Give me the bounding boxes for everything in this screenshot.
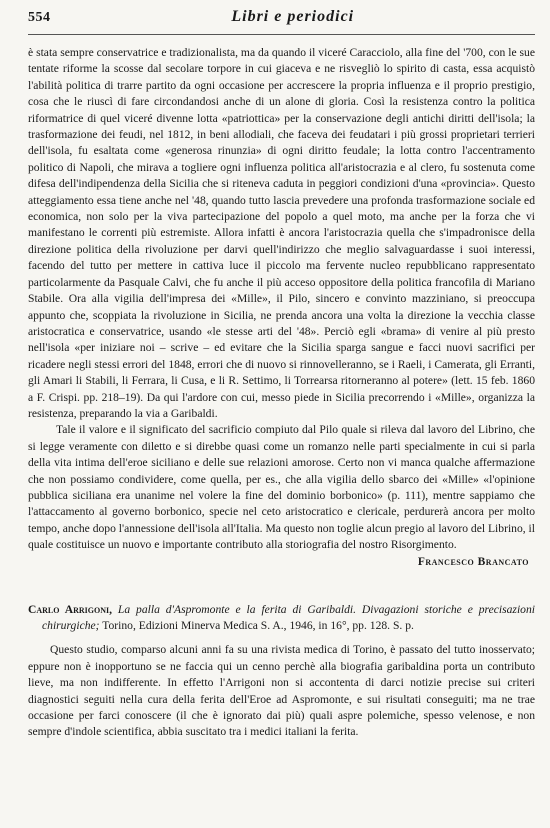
book-page — [28, 8, 535, 741]
running-title: Libri e periodici — [231, 8, 355, 25]
header-rule — [28, 34, 535, 35]
page-header — [28, 8, 535, 32]
review-publication: Torino, Edizioni Minerva Medica S. A., 1946, in 16°, pp. 128. S. p. — [99, 619, 414, 632]
review-body: Questo studio, comparso alcuni anni fa su una rivista medica di Torino, è passato del tutto inosservato; eppure non è inopportuno se ne faccia qui un cenno perchè alla biografia garibaldina porta un contributo lieve, ma non indifferente. In effetto l'Arrigoni non si accontenta di darci notizie precise sui criteri diagnostici seguiti nella cura della ferita dell'Eroe ad Aspromonte, e sui risultati conseguiti; ma ne trae occasione per farci conoscere (il che è ignorato dai più) quali aspre polemiche, spesso velenose, e non sempre d'indole scientifica, abbia suscitato tra i medici italiani la ferita. — [28, 643, 535, 739]
article-paragraph: Tale il valore e il significato del sacrificio compiuto dal Pilo quale si rileva dal lavoro del Librino, che si legge veramente con diletto e si direbbe quasi come un romanzo nelle parti specialmente in cui si parla della vita intima dell'eroe siciliano e delle sue relazioni amorose. Certo non vi manca qualche affermazione che non possiamo condividere, come quella, per es., che alla vigilia dello sbarco dei «Mille» «l'opinione pubblica siciliana era unanime nel volere la fine del dominio borbonico» (p. 111), mentre sappiamo che l'attaccamento al governo borbonico, specie nel ceto aristocratico e clericale, perdurerà ancora per molto tempo, anche dopo l'annessione dell'isola all'Italia. Ma questo non toglie alcun pregio al lavoro del Librino, il quale costituisce un nuovo e importante contributo alla storiografia del nostro Risorgimento. — [28, 423, 535, 552]
review-author: Carlo Arrigoni, — [28, 602, 113, 616]
page-number: 554 — [28, 10, 51, 25]
section-spacer — [28, 568, 535, 602]
article-paragraph: è stata sempre conservatrice e tradizionalista, ma da quando il viceré Caracciolo, alla fine del '700, con le sue tentate riforme la scosse dal secolare torpore in cui giaceva e ne risvegliò lo spirito di casta, essa acquistò l'abilità politica di trarre partito da ogni occasione per accrescere la propria influenza e il proprio prestigio, cosa che le riuscì di fare circondandosi anche di un alone di gloria. Così la resistenza contro la politica riformatrice di quel viceré divenne lotta «patriottica» per la conservazione degli antichi diritti dell'isola; la trasformazione dei feudi, nel 1812, in beni allodiali, che faceva dei feudatari i più grossi proprietari terrieri dell'isola, fu esaltata come «generosa rinunzia» di ogni diritto feudale; la lotta contro l'accentramento politico di Napoli, che mirava a togliere ogni influenza politica all'aristocrazia e al clero, fu sostenuta come difesa dell'indipendenza della Sicilia che si riteneva caduta in peggiori condizioni d'una «provincia». Questo atteggiamento essa tiene anche nel '48, quando tutto lascia prevedere una profonda trasformazione sociale ed economica, non solo per la viva partecipazione del popolo a quel moto, ma anche per la forza che vi manifestano le correnti più estremiste. Allora infatti è ancora l'aristocrazia quella che s'impadronisce della direzione politica della rivoluzione per darvi quell'indirizzo che meglio salvaguardasse i suoi interessi, facendo del tutto per mettere in cattiva luce il piccolo ma fervente nucleo repubblicano rappresentato particolarmente da Pasquale Calvi, che fu anche il più acceso oppositore della politica francofila di Mariano Stabile. Ora alla vigilia dell'impresa dei «Mille», il Pilo, sincero e convinto mazziniano, si preoccupa appunto che, scoppiata la rivoluzione in Sicilia, ne prenda ancora una volta la direzione la vecchia classe aristocratica e conservatrice, usando «le stesse arti del '48». Perciò egli «brama» di venire al più presto nell'isola «per iniziare noi – scrive – ed evitare che la Sicilia sparga sangue e facci nuovi sacrifici per ricadere negli stessi errori del 1848, errori che di nuovo si rinnovelleranno, se i Raeli, i Camerata, gli Erranti, gli Amari li Stabili, li Ferrara, li Cusa, e li R. Settimo, li Torrearsa ritorneranno al potere» (lett. 15 feb. 1860 a F. Crispi. pp. 218–19). Da qui l'ardore con cui, messo piede in Sicilia precorrendo i «Mille», organizza la resistenza, preparando la via a Garibaldi. — [28, 46, 535, 420]
article-signature: Francesco Brancato — [417, 555, 529, 568]
review-title: La palla d'Aspromonte e la ferita di Garibaldi. Divagazioni storiche e precisazioni chirurgiche; — [42, 602, 535, 632]
review-citation — [28, 602, 535, 635]
